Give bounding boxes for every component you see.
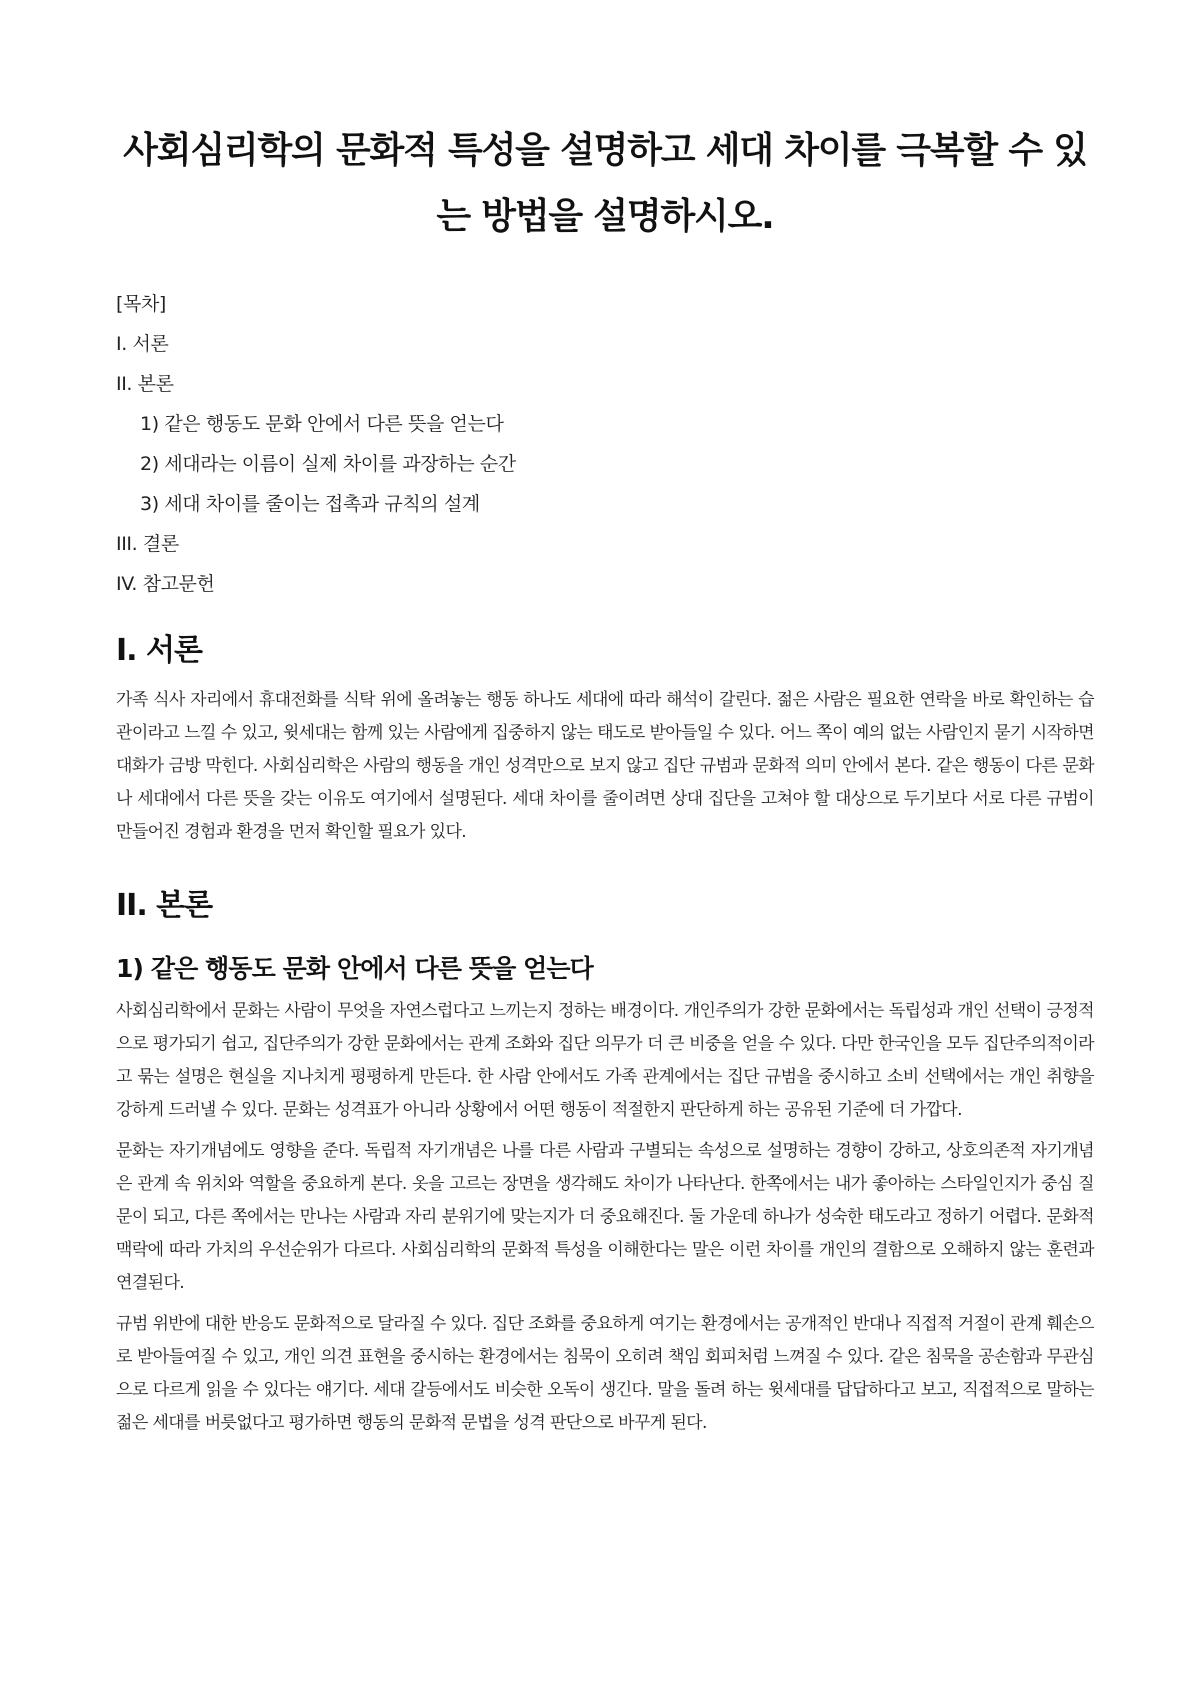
introduction-section [116,628,1094,849]
introduction-paragraph: 가족 식사 자리에서 휴대전화를 식탁 위에 올려놓는 행동 하나도 세대에 따라 해석이 갈린다. 젊은 사람은 필요한 연락을 바로 확인하는 습관이라고 느낄 수 있고, 윗세대는 함께 있는 사람에게 집중하지 않는 태도로 받아들일 수 있다. 어느 쪽이 예의 없는 사람인지 묻기 시작하면 대화가 금방 막힌다. 사회심리학은 사람의 행동을 개인 성격만으로 보지 않고 집단 규범과 문화적 의미 안에서 본다. 같은 행동이 다른 문화나 세대에서 다른 뜻을 갖는 이유도 여기에서 설명된다. 세대 차이를 줄이려면 상대 집단을 고쳐야 할 대상으로 두기보다 서로 다른 규범이 만들어진 경험과 환경을 먼저 확인할 필요가 있다. [116,690,1094,842]
main-body-section [116,883,1094,1440]
subsection-1-heading: 1) 같은 행동도 문화 안에서 다른 뜻을 얻는다 [116,954,593,983]
toc-item-subsection-1: 1) 같은 행동도 문화 안에서 다른 뜻을 얻는다 [140,413,504,435]
section-spacer [116,857,1094,879]
toc-item-introduction: I. 서론 [116,333,169,355]
subsection-1-paragraph-2: 문화는 자기개념에도 영향을 준다. 독립적 자기개념은 나를 다른 사람과 구별되는 속성으로 설명하는 경향이 강하고, 상호의존적 자기개념은 관계 속 위치와 역할을 중요하게 본다. 옷을 고르는 장면을 생각해도 차이가 나타난다. 한쪽에서는 내가 좋아하는 스타일인지가 중심 질문이 되고, 다른 쪽에서는 만나는 사람과 자리 분위기에 맞는지가 더 중요해진다. 둘 가운데 하나가 성숙한 태도라고 정하기 어렵다. 문화적 맥락에 따라 가치의 우선순위가 다르다. 사회심리학의 문화적 특성을 이해한다는 말은 이런 차이를 개인의 결함으로 오해하지 않는 훈련과 연결된다. [116,1141,1094,1293]
table-of-contents [116,284,1094,604]
main-body-heading: II. 본론 [116,888,213,923]
toc-item-subsection-2: 2) 세대라는 이름이 실제 차이를 과장하는 순간 [140,453,516,475]
introduction-heading: I. 서론 [116,633,202,668]
subsection-1-paragraph-1: 사회심리학에서 문화는 사람이 무엇을 자연스럽다고 느끼는지 정하는 배경이다. 개인주의가 강한 문화에서는 독립성과 개인 선택이 긍정적으로 평가되기 쉽고, 집단주의가 강한 문화에서는 관계 조화와 집단 의무가 더 큰 비중을 얻을 수 있다. 다만 한국인을 모두 집단주의적이라고 묶는 설명은 현실을 지나치게 평평하게 만든다. 한 사람 안에서도 가족 관계에서는 집단 규범을 중시하고 소비 선택에서는 개인 취향을 강하게 드러낼 수 있다. 문화는 성격표가 아니라 상황에서 어떤 행동이 적절한지 판단하게 하는 공유된 기준에 더 가깝다. [116,1001,1094,1120]
toc-item-conclusion: III. 결론 [116,533,179,555]
subsection-1-paragraph-3: 규범 위반에 대한 반응도 문화적으로 달라질 수 있다. 집단 조화를 중요하게 여기는 환경에서는 공개적인 반대나 직접적 거절이 관계 훼손으로 받아들여질 수 있고, 개인 의견 표현을 중시하는 환경에서는 침묵이 오히려 책임 회피처럼 느껴질 수 있다. 같은 침묵을 공손함과 무관심으로 다르게 읽을 수 있다는 얘기다. 세대 갈등에서도 비슷한 오독이 생긴다. 말을 돌려 하는 윗세대를 답답하다고 보고, 직접적으로 말하는 젊은 세대를 버릇없다고 평가하면 행동의 문화적 문법을 성격 판단으로 바꾸게 된다. [116,1314,1094,1433]
toc-item-references: IV. 참고문헌 [116,573,215,595]
toc-item-subsection-3: 3) 세대 차이를 줄이는 접촉과 규칙의 설계 [140,493,480,515]
document-page [116,118,1094,1448]
document-title: 사회심리학의 문화적 특성을 설명하고 세대 차이를 극복할 수 있는 방법을 설명하시오. [123,130,1087,237]
toc-item-main-body: II. 본론 [116,373,174,395]
toc-header: [목차] [116,293,166,315]
